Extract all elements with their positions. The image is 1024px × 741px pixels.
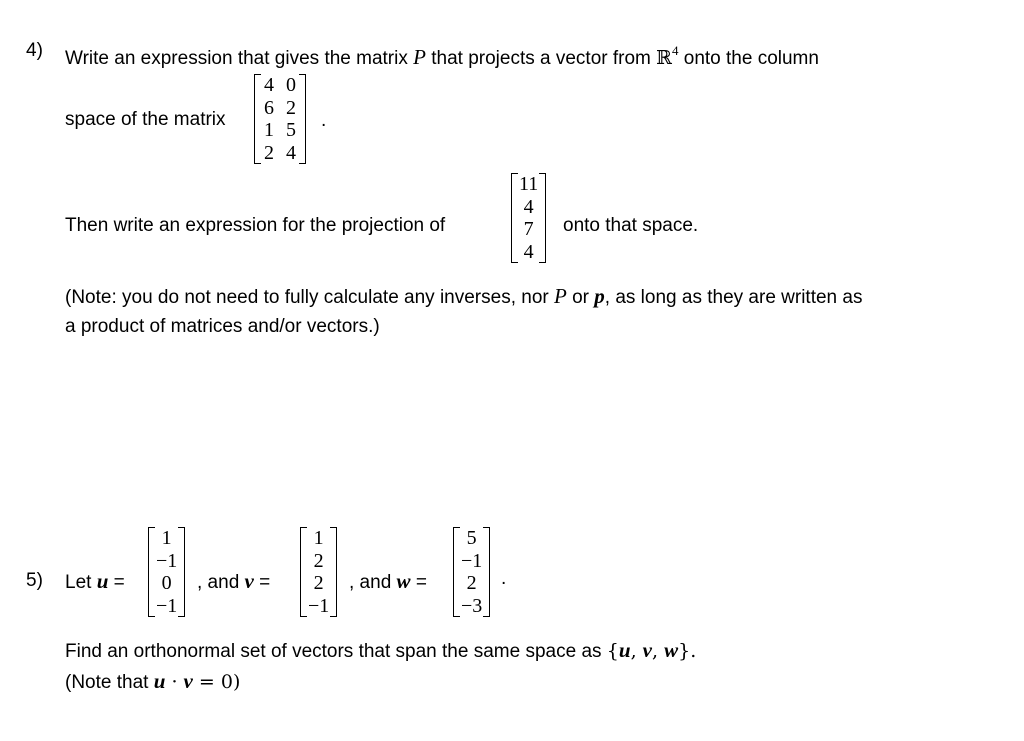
matrix-cell: 1 xyxy=(264,119,274,141)
right-bracket xyxy=(299,74,306,164)
right-bracket xyxy=(178,527,185,617)
vector-entry: −1 xyxy=(308,594,330,617)
equals: = xyxy=(410,572,427,593)
text: (Note: you do not need to fully calculate any inverses, nor xyxy=(65,287,554,308)
equals: = xyxy=(108,572,125,593)
matrix-cell: 6 xyxy=(264,96,274,119)
problem-5-number: 5) xyxy=(26,570,43,591)
text: Find an orthonormal set of vectors that span the same space as xyxy=(65,641,607,662)
problem-4-note-line-2: a product of matrices and/or vectors.) xyxy=(65,316,380,337)
vector-entry: 4 xyxy=(523,195,534,218)
comma: , xyxy=(652,640,665,662)
vector-v-symbol: v xyxy=(244,569,254,593)
text: onto the column xyxy=(678,48,819,69)
vector-v-symbol: v xyxy=(642,638,652,662)
vector-entry: 1 xyxy=(313,527,324,549)
matrix-cell: 2 xyxy=(286,96,296,119)
and-v-label xyxy=(197,570,270,594)
problem-4-note-line-1 xyxy=(65,285,862,309)
right-bracket xyxy=(483,527,490,617)
dot-operator: · xyxy=(165,671,184,693)
vector-entry: −1 xyxy=(156,594,178,617)
problem-5-instruction xyxy=(65,639,696,663)
matrix-p-symbol: P xyxy=(413,45,426,69)
matrix-cell: 5 xyxy=(286,119,296,141)
problem-4-line-2: space of the matrix xyxy=(65,109,226,130)
and-w-label xyxy=(349,570,427,594)
vector-u-symbol: u xyxy=(96,569,109,593)
matrix-p-symbol: P xyxy=(554,284,567,308)
matrix-cell: 0 xyxy=(286,74,296,96)
vector-entry: 7 xyxy=(523,218,534,240)
right-bracket xyxy=(539,173,546,263)
vector-w-symbol: w xyxy=(664,638,679,662)
problem-4-number: 4) xyxy=(26,40,43,61)
problem-5-note xyxy=(65,670,240,694)
vector-entry: 2 xyxy=(313,549,324,572)
text: or xyxy=(566,287,595,308)
comma: , xyxy=(630,640,643,662)
vector-entry: 0 xyxy=(161,572,172,594)
vector-b xyxy=(511,173,546,263)
vector-entry: 4 xyxy=(523,240,534,263)
brace: { xyxy=(606,640,619,662)
let-u-label xyxy=(65,570,125,594)
vector-entry: 5 xyxy=(466,527,477,549)
vector-entry: −1 xyxy=(461,549,483,572)
left-bracket xyxy=(148,527,155,617)
left-bracket xyxy=(300,527,307,617)
vector-entry: −1 xyxy=(156,549,178,572)
vector-v-symbol: v xyxy=(183,669,193,693)
vector-w-symbol: w xyxy=(396,569,411,593)
matrix-cell: 2 xyxy=(264,141,274,164)
problem-4-line-3-end: onto that space. xyxy=(563,215,699,236)
text: = 0) xyxy=(192,671,241,693)
period: . xyxy=(501,568,507,589)
matrix-a xyxy=(254,74,306,164)
vector-entry: −3 xyxy=(461,594,483,617)
vector-u xyxy=(148,527,185,617)
vector-entry: 2 xyxy=(466,572,477,594)
vector-v xyxy=(300,527,337,617)
matrix-cell: 4 xyxy=(264,74,274,96)
left-bracket xyxy=(254,74,261,164)
real-numbers-symbol: ℝ xyxy=(656,47,672,69)
text: , and xyxy=(197,572,245,593)
text: , as long as they are written as xyxy=(604,287,863,308)
left-bracket xyxy=(453,527,460,617)
exponent: 4 xyxy=(671,43,679,58)
equals: = xyxy=(253,572,271,593)
period: . xyxy=(321,110,327,131)
vector-u-symbol: u xyxy=(618,638,631,662)
right-bracket xyxy=(330,527,337,617)
text: (Note that xyxy=(65,672,154,693)
vector-p-symbol: p xyxy=(594,284,605,308)
matrix-cell: 4 xyxy=(286,141,296,164)
vector-entry: 1 xyxy=(161,527,172,549)
vector-u-symbol: u xyxy=(153,669,166,693)
text: that projects a vector from xyxy=(425,48,657,69)
problem-4-line-1 xyxy=(65,40,819,70)
brace: }. xyxy=(678,640,697,662)
text: Let xyxy=(65,572,97,593)
vector-entry: 2 xyxy=(313,572,324,594)
left-bracket xyxy=(511,173,518,263)
text: Write an expression that gives the matrix xyxy=(65,48,414,69)
problem-4-line-3: Then write an expression for the projection of xyxy=(65,215,446,236)
vector-w xyxy=(453,527,490,617)
text: , and xyxy=(349,572,397,593)
vector-entry: 11 xyxy=(519,173,539,195)
